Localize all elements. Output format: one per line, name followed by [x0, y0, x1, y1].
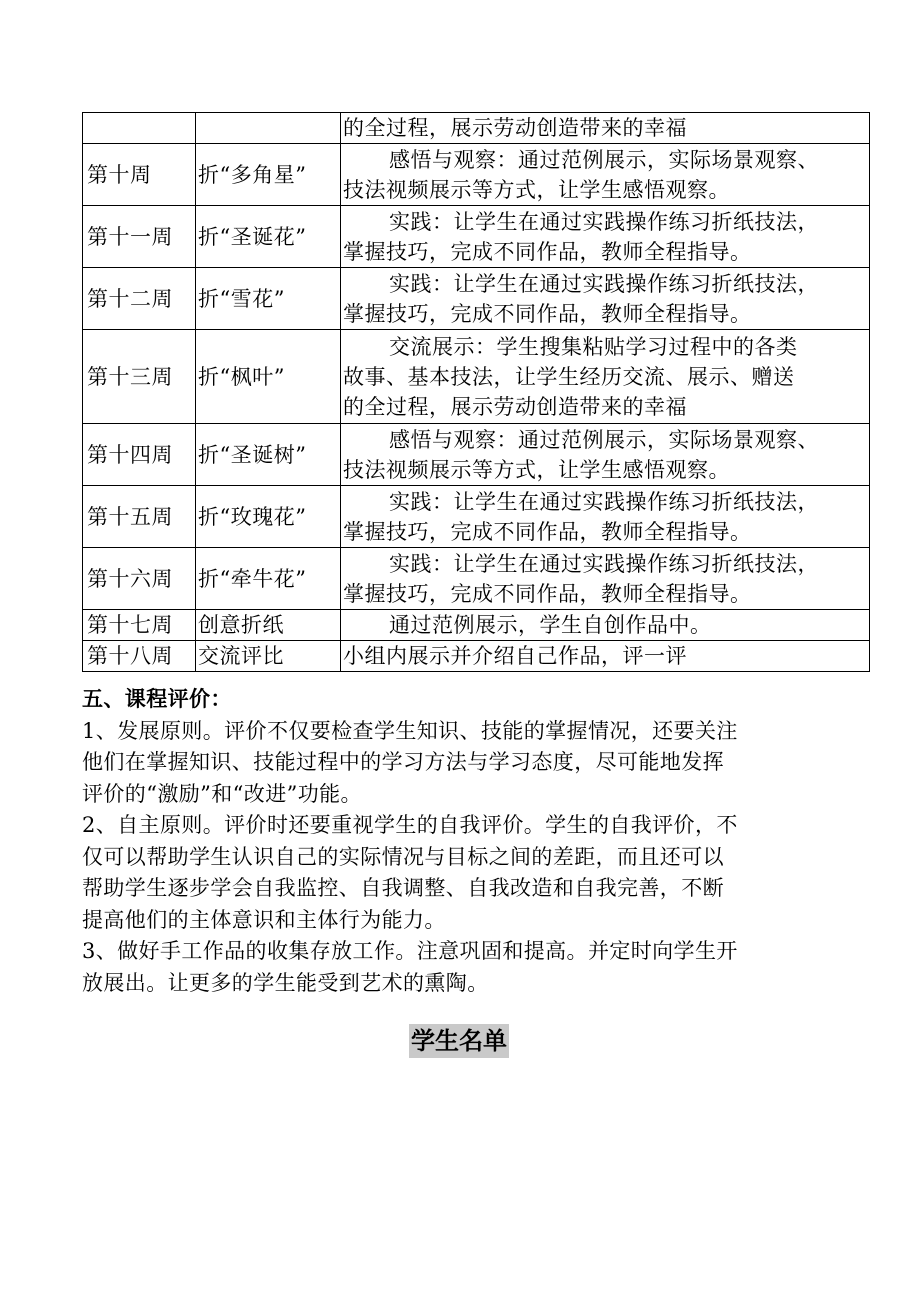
topic-cell: 折“圣诞树”: [196, 424, 341, 486]
content-line: 实践：让学生在通过实践操作练习折纸技法，: [389, 209, 819, 234]
topic-cell: 折“多角星”: [196, 144, 341, 206]
content-cell: [341, 206, 870, 268]
content-line: 故事、基本技法，让学生经历交流、展示、赠送: [343, 364, 795, 389]
evaluation-paragraph: [82, 936, 862, 999]
week-cell: 第十一周: [83, 206, 196, 268]
content-cell: [341, 268, 870, 330]
evaluation-paragraphs: [82, 716, 862, 1000]
topic-cell: [196, 113, 341, 144]
content-cell: [341, 424, 870, 486]
schedule-row: [83, 113, 870, 144]
week-cell: 第十二周: [83, 268, 196, 330]
content-line: 感悟与观察：通过范例展示，实际场景观察、: [389, 147, 819, 172]
evaluation-paragraph: [82, 810, 862, 936]
topic-cell: 折“雪花”: [196, 268, 341, 330]
week-cell: 第十八周: [83, 641, 196, 672]
schedule-row: [83, 548, 870, 610]
paragraph-line: 1、发展原则。评价不仅要检查学生知识、技能的掌握情况，还要关注: [82, 718, 738, 743]
paragraph-line: 仅可以帮助学生认识自己的实际情况与目标之间的差距，而且还可以: [82, 844, 724, 869]
schedule-row: [83, 486, 870, 548]
paragraph-line: 帮助学生逐步学会自我监控、自我调整、自我改造和自我完善，不断: [82, 876, 724, 900]
schedule-row: [83, 424, 870, 486]
schedule-row: [83, 268, 870, 330]
schedule-row: [83, 610, 870, 641]
content-cell: [341, 641, 870, 672]
week-cell: 第十周: [83, 144, 196, 206]
paragraph-line: 他们在掌握知识、技能过程中的学习方法与学习态度，尽可能地发挥: [82, 750, 724, 774]
topic-cell: 创意折纸: [196, 610, 341, 641]
weekly-plan-body: [83, 113, 870, 672]
week-cell: 第十五周: [83, 486, 196, 548]
topic-cell: 折“玫瑰花”: [196, 486, 341, 548]
paragraph-line: 放展出。让更多的学生能受到艺术的熏陶。: [82, 970, 489, 995]
weekly-plan-table: [82, 112, 870, 672]
content-line: 掌握技巧，完成不同作品，教师全程指导。: [343, 301, 752, 326]
content-line: 掌握技巧，完成不同作品，教师全程指导。: [343, 239, 752, 264]
content-line: 技法视频展示等方式，让学生感悟观察。: [343, 457, 730, 482]
paragraph-line: 提高他们的主体意识和主体行为能力。: [82, 907, 446, 932]
content-cell: [341, 144, 870, 206]
topic-cell: 折“圣诞花”: [196, 206, 341, 268]
content-line: 实践：让学生在通过实践操作练习折纸技法，: [389, 551, 819, 576]
week-cell: 第十六周: [83, 548, 196, 610]
content-line: 实践：让学生在通过实践操作练习折纸技法，: [389, 271, 819, 296]
week-cell: [83, 113, 196, 144]
week-cell: 第十七周: [83, 610, 196, 641]
evaluation-heading: 五、课程评价：: [82, 687, 232, 711]
content-line: 交流展示：学生搜集粘贴学习过程中的各类: [389, 334, 798, 359]
topic-cell: 折“牵牛花”: [196, 548, 341, 610]
content-line: 掌握技巧，完成不同作品，教师全程指导。: [343, 581, 752, 606]
week-cell: 第十三周: [83, 330, 196, 424]
content-line: 小组内展示并介绍自己作品，评一评: [343, 644, 687, 668]
content-line: 的全过程，展示劳动创造带来的幸福: [343, 116, 687, 140]
content-line: 通过范例展示，学生自创作品中。: [389, 613, 712, 637]
paragraph-line: 2、自主原则。评价时还要重视学生的自我评价。学生的自我评价，不: [82, 813, 738, 837]
week-cell: 第十四周: [83, 424, 196, 486]
content-line: 实践：让学生在通过实践操作练习折纸技法，: [389, 489, 819, 514]
content-cell: [341, 610, 870, 641]
content-line: 掌握技巧，完成不同作品，教师全程指导。: [343, 519, 752, 544]
student-roster-title: 学生名单: [409, 1024, 509, 1058]
course-evaluation-section: [82, 684, 862, 999]
content-cell: [341, 330, 870, 424]
schedule-row: [83, 330, 870, 424]
content-line: 技法视频展示等方式，让学生感悟观察。: [343, 177, 730, 202]
topic-cell: 折“枫叶”: [196, 330, 341, 424]
paragraph-line: 3、做好手工作品的收集存放工作。注意巩固和提高。并定时向学生开: [82, 939, 738, 963]
evaluation-paragraph: [82, 716, 862, 811]
topic-cell: 交流评比: [196, 641, 341, 672]
schedule-row: [83, 641, 870, 672]
content-cell: [341, 548, 870, 610]
content-cell: [341, 486, 870, 548]
content-cell: [341, 113, 870, 144]
schedule-row: [83, 206, 870, 268]
content-line: 的全过程，展示劳动创造带来的幸福: [343, 394, 687, 419]
schedule-row: [83, 144, 870, 206]
content-line: 感悟与观察：通过范例展示，实际场景观察、: [389, 427, 819, 452]
paragraph-line: 评价的“激励”和“改进”功能。: [82, 781, 362, 806]
